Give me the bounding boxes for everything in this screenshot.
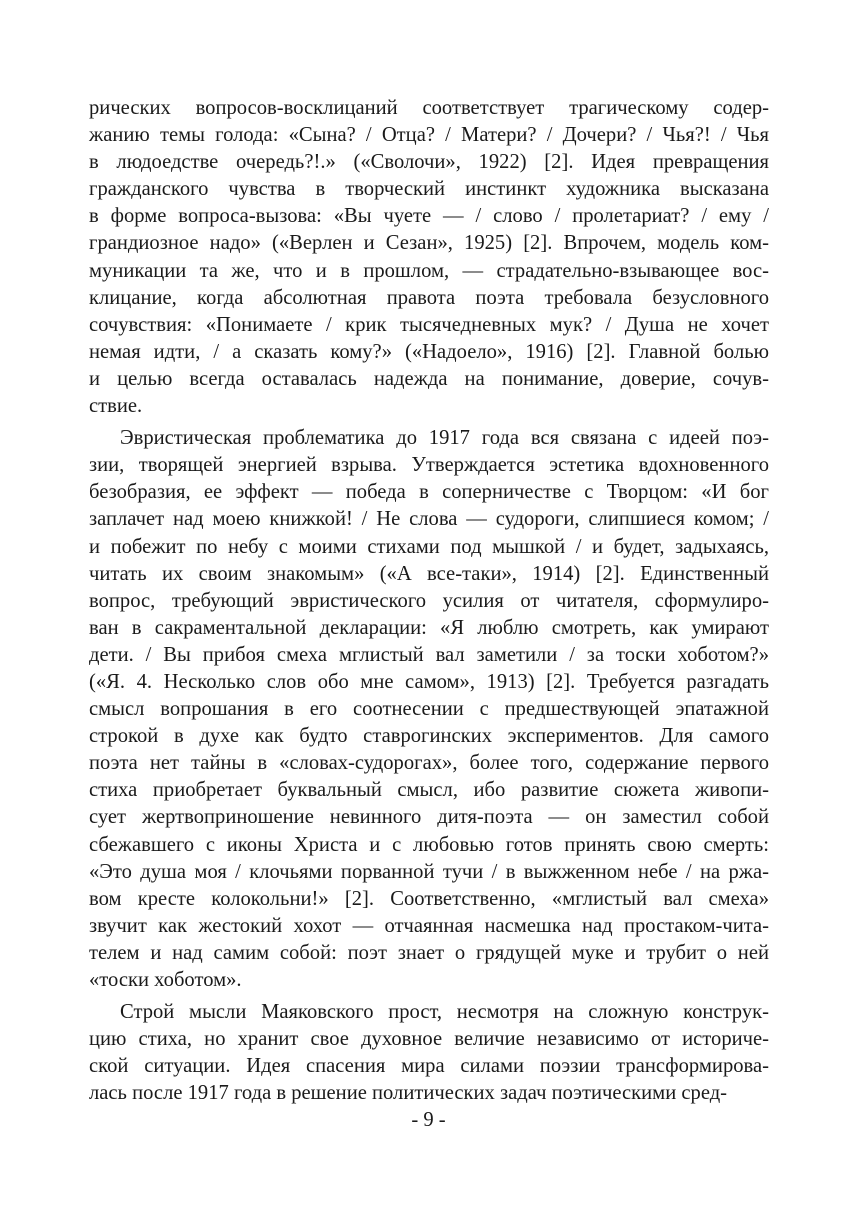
text-line: смысл вопрошания в его соотнесении с предшествующей эпатажной: [89, 698, 769, 721]
text-line: в форме вопроса-вызова: «Вы чуете — / слово / пролетариат? / ему /: [89, 205, 769, 228]
paragraph: [89, 95, 769, 420]
paragraph: [89, 999, 769, 1107]
text-line: немая идти, / а сказать кому?» («Надоело», 1916) [2]. Главной болью: [89, 340, 769, 363]
text-line: Эвристическая проблематика до 1917 года вся связана с идеей поэ-: [120, 427, 769, 450]
body-text: [89, 95, 769, 1107]
text-line: поэта нет тайны в «словах-судорогах», более того, содержание первого: [89, 752, 769, 775]
text-line: вопрос, требующий эвристического усилия от читателя, сформулиро-: [89, 589, 769, 612]
text-line: жанию темы голода: «Сына? / Отца? / Матери? / Дочери? / Чья?! / Чья: [89, 124, 769, 147]
text-line: ван в сакраментальной декларации: «Я люблю смотреть, как умирают: [89, 616, 769, 639]
text-line: строкой в духе как будто ставрогинских экспериментов. Для самого: [89, 725, 769, 748]
text-line: лась после 1917 года в решение политических задач поэтическими сред-: [89, 1082, 728, 1105]
paragraph: [89, 425, 769, 994]
text-line: («Я. 4. Несколько слов обо мне самом», 1913) [2]. Требуется разгадать: [89, 670, 769, 693]
text-line: и побежит по небу с моими стихами под мышкой / и будет, задыхаясь,: [89, 535, 769, 558]
text-line: заплачет над моею книжкой! / Не слова — судороги, слипшиеся комом; /: [89, 508, 769, 531]
text-line: телем и над самим собой: поэт знает о грядущей муке и трубит о ней: [89, 941, 769, 964]
text-line: «тоски хоботом».: [89, 969, 242, 991]
text-line: сбежавшего с иконы Христа и с любовью готов принять свою смерть:: [89, 833, 769, 856]
text-line: грандиозное надо» («Верлен и Сезан», 1925) [2]. Впрочем, модель ком-: [89, 232, 769, 255]
text-line: рических вопросов-восклицаний соответствует трагическому содер-: [89, 97, 769, 119]
text-line: цию стиха, но хранит свое духовное величие независимо от историче-: [89, 1028, 769, 1051]
text-line: гражданского чувства в творческий инстинкт художника высказана: [89, 178, 769, 201]
text-line: «Это душа моя / клочьями порванной тучи / в выжженном небе / на ржа-: [89, 860, 769, 883]
text-line: в людоедстве очередь?!.» («Сволочи», 1922) [2]. Идея превращения: [89, 151, 769, 174]
text-line: клицание, когда абсолютная правота поэта требовала безусловного: [89, 286, 769, 309]
text-line: муникации та же, что и в прошлом, — страдательно-взывающее вос-: [89, 259, 769, 282]
text-line: сует жертвоприношение невинного дитя-поэта — он заместил собой: [89, 806, 769, 829]
text-line: звучит как жестокий хохот — отчаянная насмешка над простаком-чита-: [89, 914, 769, 937]
text-line: зии, творящей энергией взрыва. Утверждается эстетика вдохновенного: [89, 454, 769, 477]
text-line: ствие.: [89, 395, 143, 418]
text-line: безобразия, ее эффект — победа в соперничестве с Творцом: «И бог: [89, 481, 769, 504]
text-line: ской ситуации. Идея спасения мира силами поэзии трансформирова-: [89, 1055, 769, 1078]
text-line: и целью всегда оставалась надежда на понимание, доверие, сочув-: [89, 367, 769, 390]
text-line: дети. / Вы прибоя смеха мглистый вал заметили / за тоски хоботом?»: [89, 643, 769, 666]
page-number: - 9 -: [411, 1109, 446, 1131]
text-line: читать их своим знакомым» («А все-таки», 1914) [2]. Единственный: [89, 562, 769, 585]
text-line: сочувствия: «Понимаете / крик тысячедневных мук? / Душа не хочет: [89, 313, 769, 336]
text-line: Строй мысли Маяковского прост, несмотря на сложную конструк-: [120, 1001, 769, 1024]
text-line: стиха приобретает буквальный смысл, ибо развитие сюжета живопи-: [89, 779, 769, 802]
text-line: вом кресте колокольни!» [2]. Соответственно, «мглистый вал смеха»: [89, 887, 769, 910]
